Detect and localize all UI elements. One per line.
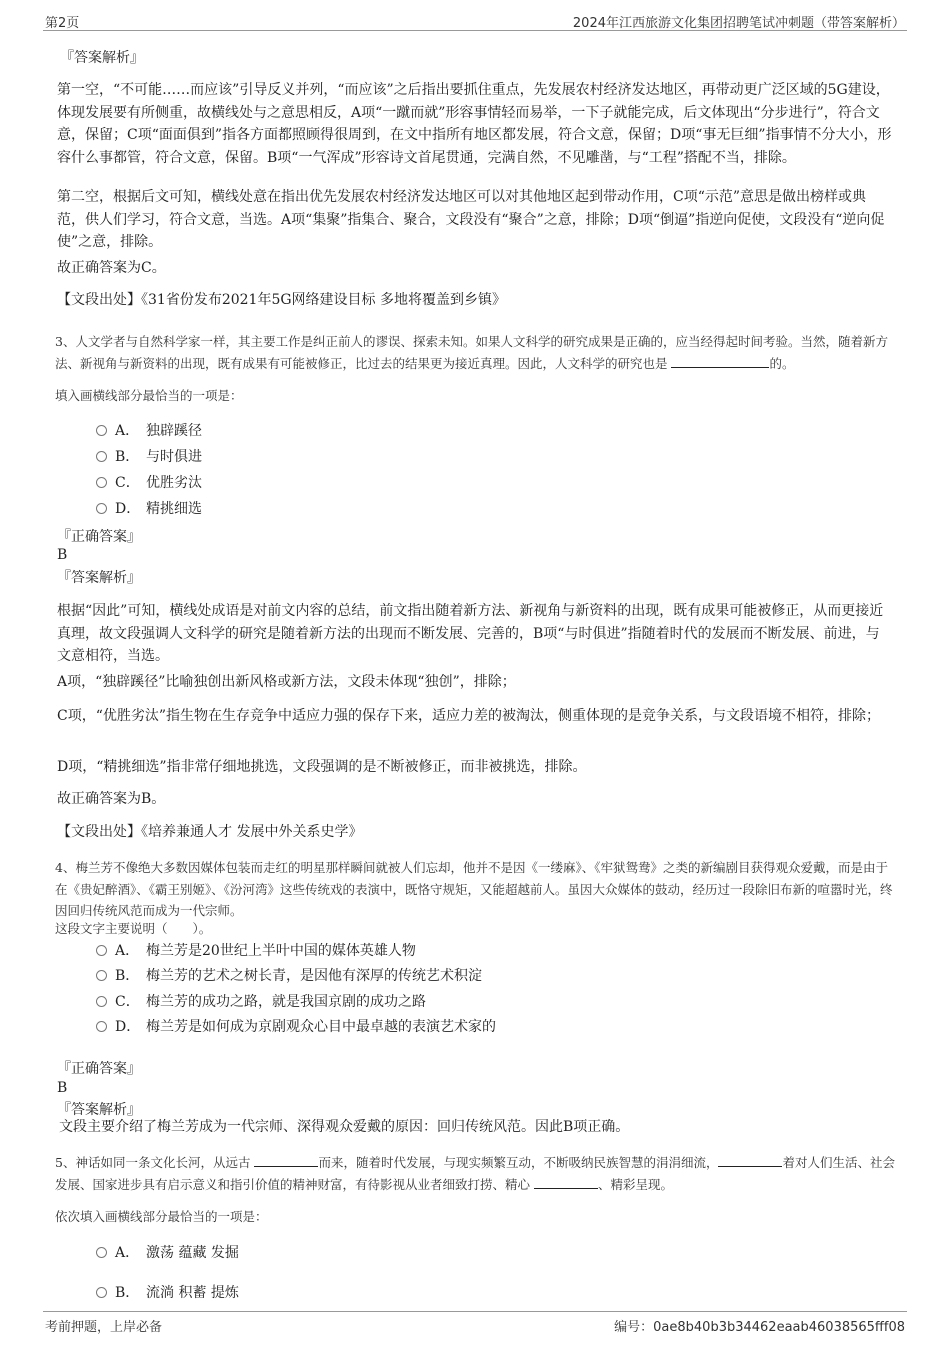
radio-button[interactable] — [96, 970, 107, 981]
q3-option-a[interactable]: A． 独辟蹊径 — [96, 419, 202, 443]
q2-analysis-p1: 第一空，“不可能……而应该”引导反义并列，“而应该”之后指出要抓住重点，先发展农村经济发达地区，再带动更广泛区域的5G建设，体现发展要有所侧重，故横线处与之意思相反，A项“一蹴而就”形容事情轻而易举，一下子就能完成，后文体现出“分步进行”，符合文意，保留；C项“面面俱到”指各方面都照顾得很周到，在文中指所有地区都发展，符合文意，保留；D项“事无巨细”指事情不分大小，形容什么事都管，符合文意，保留。B项“一气浑成”形容诗文首尾贯通，完满自然，不见雕凿，与“工程”搭配不当，排除。 — [57, 82, 892, 166]
radio-button[interactable] — [96, 1287, 107, 1298]
page-header — [43, 0, 907, 31]
q3-option-b[interactable]: B． 与时俱进 — [96, 445, 202, 469]
document-id: 编号：0ae8b40b3b34462eaab46038565fff08 — [614, 1320, 905, 1335]
q4-analysis-label: 『答案解析』 — [57, 1102, 141, 1118]
q4-option-b[interactable]: B． 梅兰芳的艺术之树长青，是因他有深厚的传统艺术积淀 — [96, 964, 482, 988]
q3-stem — [55, 331, 897, 374]
q4-answer: B — [57, 1080, 68, 1096]
radio-button[interactable] — [96, 477, 107, 488]
q3-stem-end: 的。 — [769, 355, 795, 371]
radio-button[interactable] — [96, 1021, 107, 1032]
answer-blank — [671, 355, 769, 368]
answer-blank — [534, 1176, 598, 1189]
q4-prompt: 这段文字主要说明（ ）。 — [55, 921, 212, 936]
q3-prompt: 填入画横线部分最恰当的一项是： — [55, 388, 243, 403]
radio-button[interactable] — [96, 425, 107, 436]
q2-source: 【文段出处】《31省份发布2021年5G网络建设目标 多地将覆盖到乡镇》 — [57, 292, 506, 308]
q5-option-b[interactable]: B． 流淌 积蓄 提炼 — [96, 1281, 239, 1305]
radio-button[interactable] — [96, 1247, 107, 1258]
page-footer — [43, 1311, 907, 1342]
q4-option-d[interactable]: D． 梅兰芳是如何成为京剧观众心目中最卓越的表演艺术家的 — [96, 1015, 496, 1039]
answer-blank — [718, 1154, 782, 1167]
q3-answer: B — [57, 547, 68, 563]
q3-analysis-label: 『答案解析』 — [57, 570, 141, 586]
document-title: 2024年江西旅游文化集团招聘笔试冲刺题（带答案解析） — [572, 16, 905, 31]
q5-prompt: 依次填入画横线部分最恰当的一项是： — [55, 1209, 268, 1224]
q5-stem: 5、神话如同一条文化长河，从远古 而来，随着时代发展，与现实频繁互动，不断吸纳民族智慧的涓涓细流， 着对人们生活、社会发展、国家进步具有启示意义和指引价值的精神财富，有待影视从业者细致打捞、精心 、精彩呈现。 — [55, 1155, 895, 1192]
radio-button[interactable] — [96, 996, 107, 1007]
q3-analysis-p1: 根据“因此”可知，横线处成语是对前文内容的总结，前文指出随着新方法、新视角与新资料的出现，既有成果可能被修正，从而更接近真理，故文段强调人文科学的研究是随着新方法的出现而不断发展、完善的，B项“与时俱进”指随着时代的发展而不断发展、前进，与文意相符，当选。 — [57, 603, 884, 664]
q3-analysis-p4: D项，“精挑细选”指非常仔细地挑选，文段强调的是不断被修正，而非被挑选，排除。 — [57, 759, 587, 775]
q3-conclusion: 故正确答案为B。 — [57, 791, 166, 807]
q5-option-a[interactable]: A． 激荡 蕴藏 发掘 — [96, 1241, 239, 1265]
q3-option-d[interactable]: D． 精挑细选 — [96, 497, 202, 521]
q4-answer-label: 『正确答案』 — [57, 1061, 141, 1077]
q2-analysis-p2: 第二空，根据后文可知，横线处意在指出优先发展农村经济发达地区可以对其他地区起到带动作用，C项“示范”意思是做出榜样或典范，供人们学习，符合文意，当选。A项“集聚”指集合、聚合，文段没有“聚合”之意，排除；D项“倒逼”指逆向促使，文段没有“逆向促使”之意，排除。 — [57, 189, 885, 250]
q4-stem: 4、梅兰芳不像绝大多数因媒体包装而走红的明星那样瞬间就被人们忘却，他并不是因《一缕麻》、《牢狱鸳鸯》之类的新编剧目获得观众爱戴，而是由于在《贵妃醉酒》、《霸王别姬》、《汾河湾》这些传统戏的表演中，既恪守规矩，又能超越前人。虽因大众媒体的鼓动，经历过一段除旧布新的喧嚣时光，终因回归传统风范而成为一代宗师。 — [55, 860, 893, 918]
answer-blank — [254, 1154, 318, 1167]
q3-answer-label: 『正确答案』 — [57, 529, 141, 545]
q4-option-c[interactable]: C． 梅兰芳的成功之路，就是我国京剧的成功之路 — [96, 990, 426, 1014]
q2-analysis-label: 『答案解析』 — [60, 50, 144, 66]
q3-stem-text: 3、人文学者与自然科学家一样，其主要工作是纠正前人的谬误、探索未知。如果人文科学的研究成果是正确的，应当经得起时间考验。当然，随着新方法、新视角与新资料的出现，既有成果有可能被修正，比过去的结果更为接近真理。因此，人文科学的研究也是 — [55, 334, 888, 371]
radio-button[interactable] — [96, 451, 107, 462]
radio-button[interactable] — [96, 503, 107, 514]
q3-option-c[interactable]: C． 优胜劣汰 — [96, 471, 202, 495]
q2-conclusion: 故正确答案为C。 — [57, 260, 166, 276]
radio-button[interactable] — [96, 945, 107, 956]
q3-analysis-p3: C项，“优胜劣汰”指生物在生存竞争中适应力强的保存下来，适应力差的被淘汰，侧重体现的是竞争关系，与文段语境不相符，排除； — [57, 708, 881, 724]
footer-slogan: 考前押题，上岸必备 — [45, 1320, 163, 1335]
q3-analysis-p2: A项，“独辟蹊径”比喻独创出新风格或新方法，文段未体现“独创”，排除； — [57, 674, 516, 690]
q3-source: 【文段出处】《培养兼通人才 发展中外关系史学》 — [57, 824, 363, 840]
q4-analysis: 文段主要介绍了梅兰芳成为一代宗师、深得观众爱戴的原因：回归传统风范。因此B项正确。 — [59, 1119, 630, 1135]
page-number: 第2页 — [45, 16, 80, 31]
q4-option-a[interactable]: A． 梅兰芳是20世纪上半叶中国的媒体英雄人物 — [96, 939, 416, 963]
